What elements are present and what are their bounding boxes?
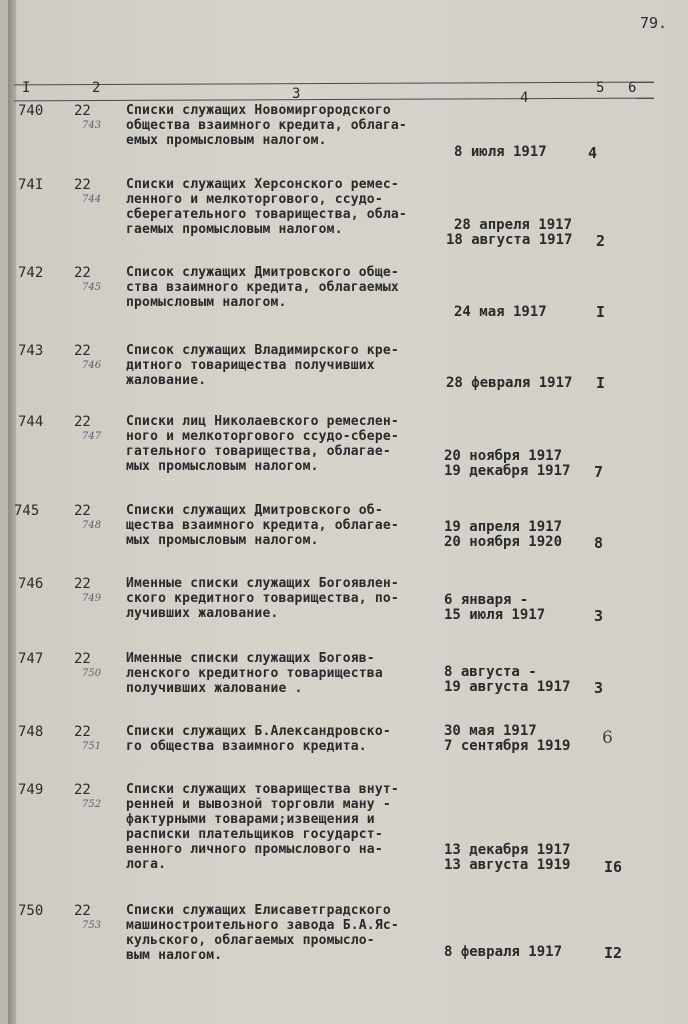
column-number-5: 5 [596, 80, 605, 96]
entry-number: 749 [18, 782, 44, 798]
entry-number: 746 [18, 576, 44, 592]
entry-dates: 8 февраля 1917 [444, 944, 563, 960]
entry-number: 747 [18, 651, 44, 667]
handwritten-number: 744 [82, 194, 102, 205]
page-number: 79. [640, 14, 668, 32]
handwritten-number: 746 [82, 360, 102, 371]
volume-number: 22 [74, 265, 91, 281]
volume-number: 22 [74, 177, 91, 193]
volume-number: 22 [74, 414, 91, 430]
sheet-count: 2 [596, 232, 606, 250]
handwritten-number: 753 [82, 920, 102, 931]
volume-number: 22 [74, 782, 91, 798]
entry-description: Списки лиц Николаевского ремеслен- ного и мелкоторгового ссудо-сбере- гательного товарищества, облагае- мых промысловым налогом. [126, 414, 399, 474]
entry-number: 740 [18, 103, 44, 119]
header-rule-top [14, 82, 654, 86]
sheet-count: I6 [604, 858, 623, 876]
entry-description: Списки служащих Елисаветградского машиностроительного завода Б.А.Яс- кульского, облагаемых промысло- вым налогом. [126, 903, 399, 963]
handwritten-number: 750 [82, 668, 102, 679]
column-number-1: I [22, 80, 31, 96]
sheet-count: I2 [604, 944, 623, 962]
volume-number: 22 [74, 503, 91, 519]
sheet-count: I [596, 303, 606, 321]
sheet-count: 7 [594, 463, 604, 481]
entry-description: Списки служащих Б.Александровско- го общества взаимного кредита. [126, 724, 391, 754]
entry-number: 743 [18, 343, 44, 359]
entry-number: 74I [18, 177, 44, 193]
archive-page [8, 0, 688, 1024]
column-number-6: 6 [628, 80, 637, 96]
entry-description: Список служащих Владимирского кре- дитного товарищества получивших жалование. [126, 343, 399, 388]
handwritten-number: 752 [82, 799, 102, 810]
entry-dates: 24 мая 1917 [454, 304, 547, 320]
sheet-count: 3 [594, 679, 604, 697]
entry-dates: 8 июля 1917 [454, 144, 547, 160]
entry-number: 750 [18, 903, 44, 919]
volume-number: 22 [74, 576, 91, 592]
entry-number: 745 [14, 503, 40, 519]
entry-dates: 28 апреля 1917 18 августа 1917 [446, 217, 573, 248]
entry-description: Списки служащих Херсонского ремес- ленного и мелкоторгового, ссудо- сберегательного товарищества, обла- гаемых промысловым налогом. [126, 177, 407, 237]
volume-number: 22 [74, 651, 91, 667]
entry-dates: 30 мая 1917 7 сентября 1919 [444, 723, 571, 754]
sheet-count: 8 [594, 534, 604, 552]
entry-dates: 8 августа - 19 августа 1917 [444, 664, 571, 695]
handwritten-number: 745 [82, 282, 102, 293]
handwritten-number: 748 [82, 520, 102, 531]
entry-dates: 20 ноября 1917 19 декабря 1917 [444, 448, 571, 479]
column-number-2: 2 [92, 80, 101, 96]
sheet-count: 6 [602, 728, 613, 748]
entry-dates: 13 декабря 1917 13 августа 1919 [444, 842, 571, 873]
volume-number: 22 [74, 903, 91, 919]
handwritten-number: 743 [82, 120, 102, 131]
entry-description: Списки служащих товарищества внут- ренней и вывозной торговли ману - фактурными товарами;извещения и расписки плательщиков государст- венного личного промыслового на- лога. [126, 782, 399, 872]
sheet-count: 4 [588, 144, 598, 162]
entry-number: 748 [18, 724, 44, 740]
column-number-4: 4 [520, 90, 529, 106]
entry-description: Список служащих Дмитровского обще- ства взаимного кредита, облагаемых промысловым налогом. [126, 265, 399, 310]
entry-description: Именные списки служащих Богоявлен- ского кредитного товарищества, по- лучивших жалование. [126, 576, 399, 621]
header-rule-bottom [14, 98, 654, 102]
volume-number: 22 [74, 724, 91, 740]
entry-dates: 19 апреля 1917 20 ноября 1920 [444, 519, 563, 550]
handwritten-number: 749 [82, 593, 102, 604]
column-number-3: 3 [292, 86, 301, 102]
entry-dates: 6 января - 15 июля 1917 [444, 592, 546, 623]
handwritten-number: 747 [82, 431, 102, 442]
entry-description: Именные списки служащих Богояв- ленского кредитного товарищества получивших жалование . [126, 651, 383, 696]
entry-description: Списки служащих Дмитровского об- щества взаимного кредита, облагае- мых промысловым налогом. [126, 503, 399, 548]
volume-number: 22 [74, 343, 91, 359]
sheet-count: 3 [594, 607, 604, 625]
sheet-count: I [596, 374, 606, 392]
entry-number: 744 [18, 414, 44, 430]
volume-number: 22 [74, 103, 91, 119]
entry-description: Списки служащих Новомиргородского общества взаимного кредита, облага- емых промысловым налогом. [126, 103, 407, 148]
entry-dates: 28 февраля 1917 [446, 375, 573, 391]
entry-number: 742 [18, 265, 44, 281]
handwritten-number: 751 [82, 741, 102, 752]
